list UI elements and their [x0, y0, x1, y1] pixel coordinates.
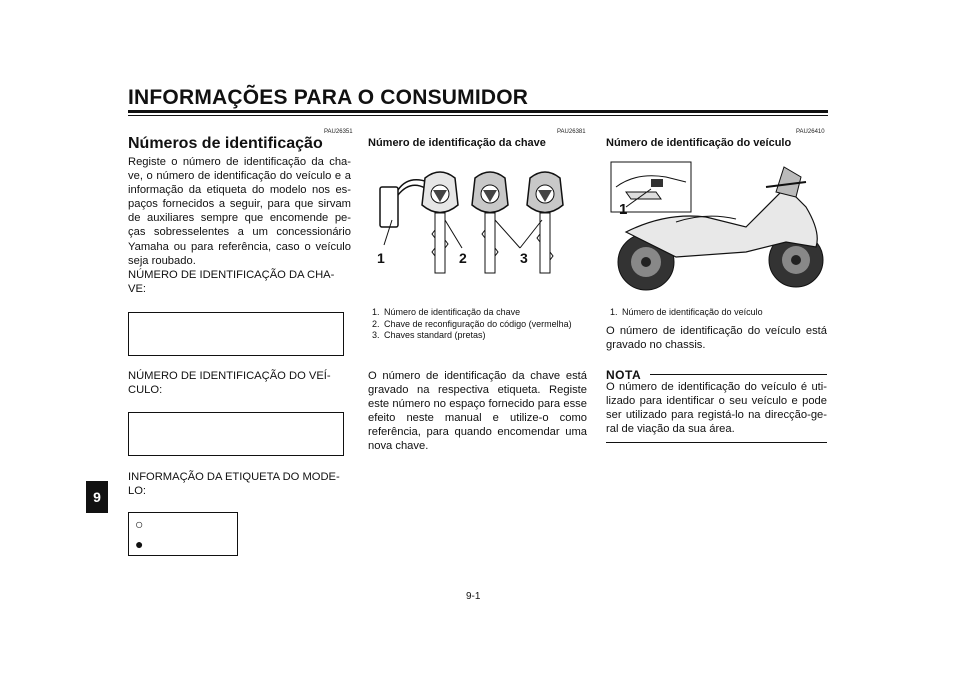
- note-header: [606, 366, 827, 380]
- section-code: PAU26351: [324, 129, 353, 135]
- vehicle-body-text: O número de identificação do veículo está gravado no chassis.: [606, 325, 827, 352]
- note-body-text: O número de identificação do veículo é uti-lizado para identificar o seu veículo e pode ser utilizado para registá-lo na direcção-ge-ral de viação da sua área.: [606, 381, 827, 436]
- open-circle-mark: ○: [135, 516, 144, 532]
- section-heading: Números de identificação: [128, 135, 323, 152]
- callout-1: 1: [619, 201, 628, 218]
- note-rule-top: [650, 374, 827, 375]
- title-rule: [128, 110, 828, 113]
- caption-item: 1. Número de identificação da chave: [372, 307, 521, 317]
- key-1-illustration: [422, 172, 458, 273]
- callout-2: 2: [459, 250, 467, 266]
- model-label-box[interactable]: [128, 512, 238, 556]
- vehicle-number-label: NÚMERO DE IDENTIFICAÇÃO DO VEÍ-CULO:: [128, 370, 331, 397]
- callout-1: 1: [377, 250, 385, 266]
- keys-illustration: [370, 160, 580, 290]
- note-rule-bottom: [606, 442, 827, 443]
- key-3-illustration: [527, 172, 563, 273]
- column-identification: [128, 135, 351, 296]
- key-tag: [380, 187, 398, 227]
- vehicle-caption: [610, 307, 828, 319]
- page-title: INFORMAÇÕES PARA O CONSUMIDOR: [128, 86, 529, 109]
- intro-paragraph: Registe o número de identificação da cha-ve, o número de identificação do veículo e a informação da etiqueta do modelo nos es-paços fornecidos a seguir, para que sirvam de auxiliares sempre que encomende pe-ças sobresselentes a um concessionário Yamaha ou para referência, caso o veículo seja roubado.: [128, 156, 351, 267]
- section-code: PAU26381: [557, 129, 586, 135]
- callout-3: 3: [520, 250, 528, 266]
- title-rule-thin: [128, 115, 828, 116]
- model-label-label: INFORMAÇÃO DA ETIQUETA DO MODE-LO:: [128, 471, 340, 498]
- scooter-illustration: [606, 157, 828, 297]
- key-2-illustration: [472, 172, 508, 273]
- page-number: 9-1: [466, 591, 481, 602]
- filled-circle-mark: ●: [135, 536, 144, 552]
- vehicle-number-box[interactable]: [128, 412, 344, 456]
- section-code: PAU26410: [796, 129, 825, 135]
- caption-item: 3. Chaves standard (pretas): [372, 330, 486, 340]
- key-number-label: NÚMERO DE IDENTIFICAÇÃO DA CHA-VE:: [128, 268, 335, 295]
- section-heading: Número de identificação da chave: [368, 137, 546, 149]
- key-captions: [372, 307, 582, 342]
- key-body-text: O número de identificação da chave está gravado na respectiva etiqueta. Registe este número no espaço fornecido para esse efeito neste manual e utilize-o como referência, para quando encomendar uma nova chave.: [368, 370, 587, 453]
- key-number-box[interactable]: [128, 312, 344, 356]
- section-heading: Número de identificação do veículo: [606, 137, 792, 149]
- caption-item: 2. Chave de reconfiguração do código (vermelha): [372, 318, 572, 329]
- caption-item: 1. Número de identificação do veículo: [610, 307, 763, 317]
- note-title: NOTA: [606, 368, 642, 382]
- chapter-tab: 9: [86, 481, 108, 513]
